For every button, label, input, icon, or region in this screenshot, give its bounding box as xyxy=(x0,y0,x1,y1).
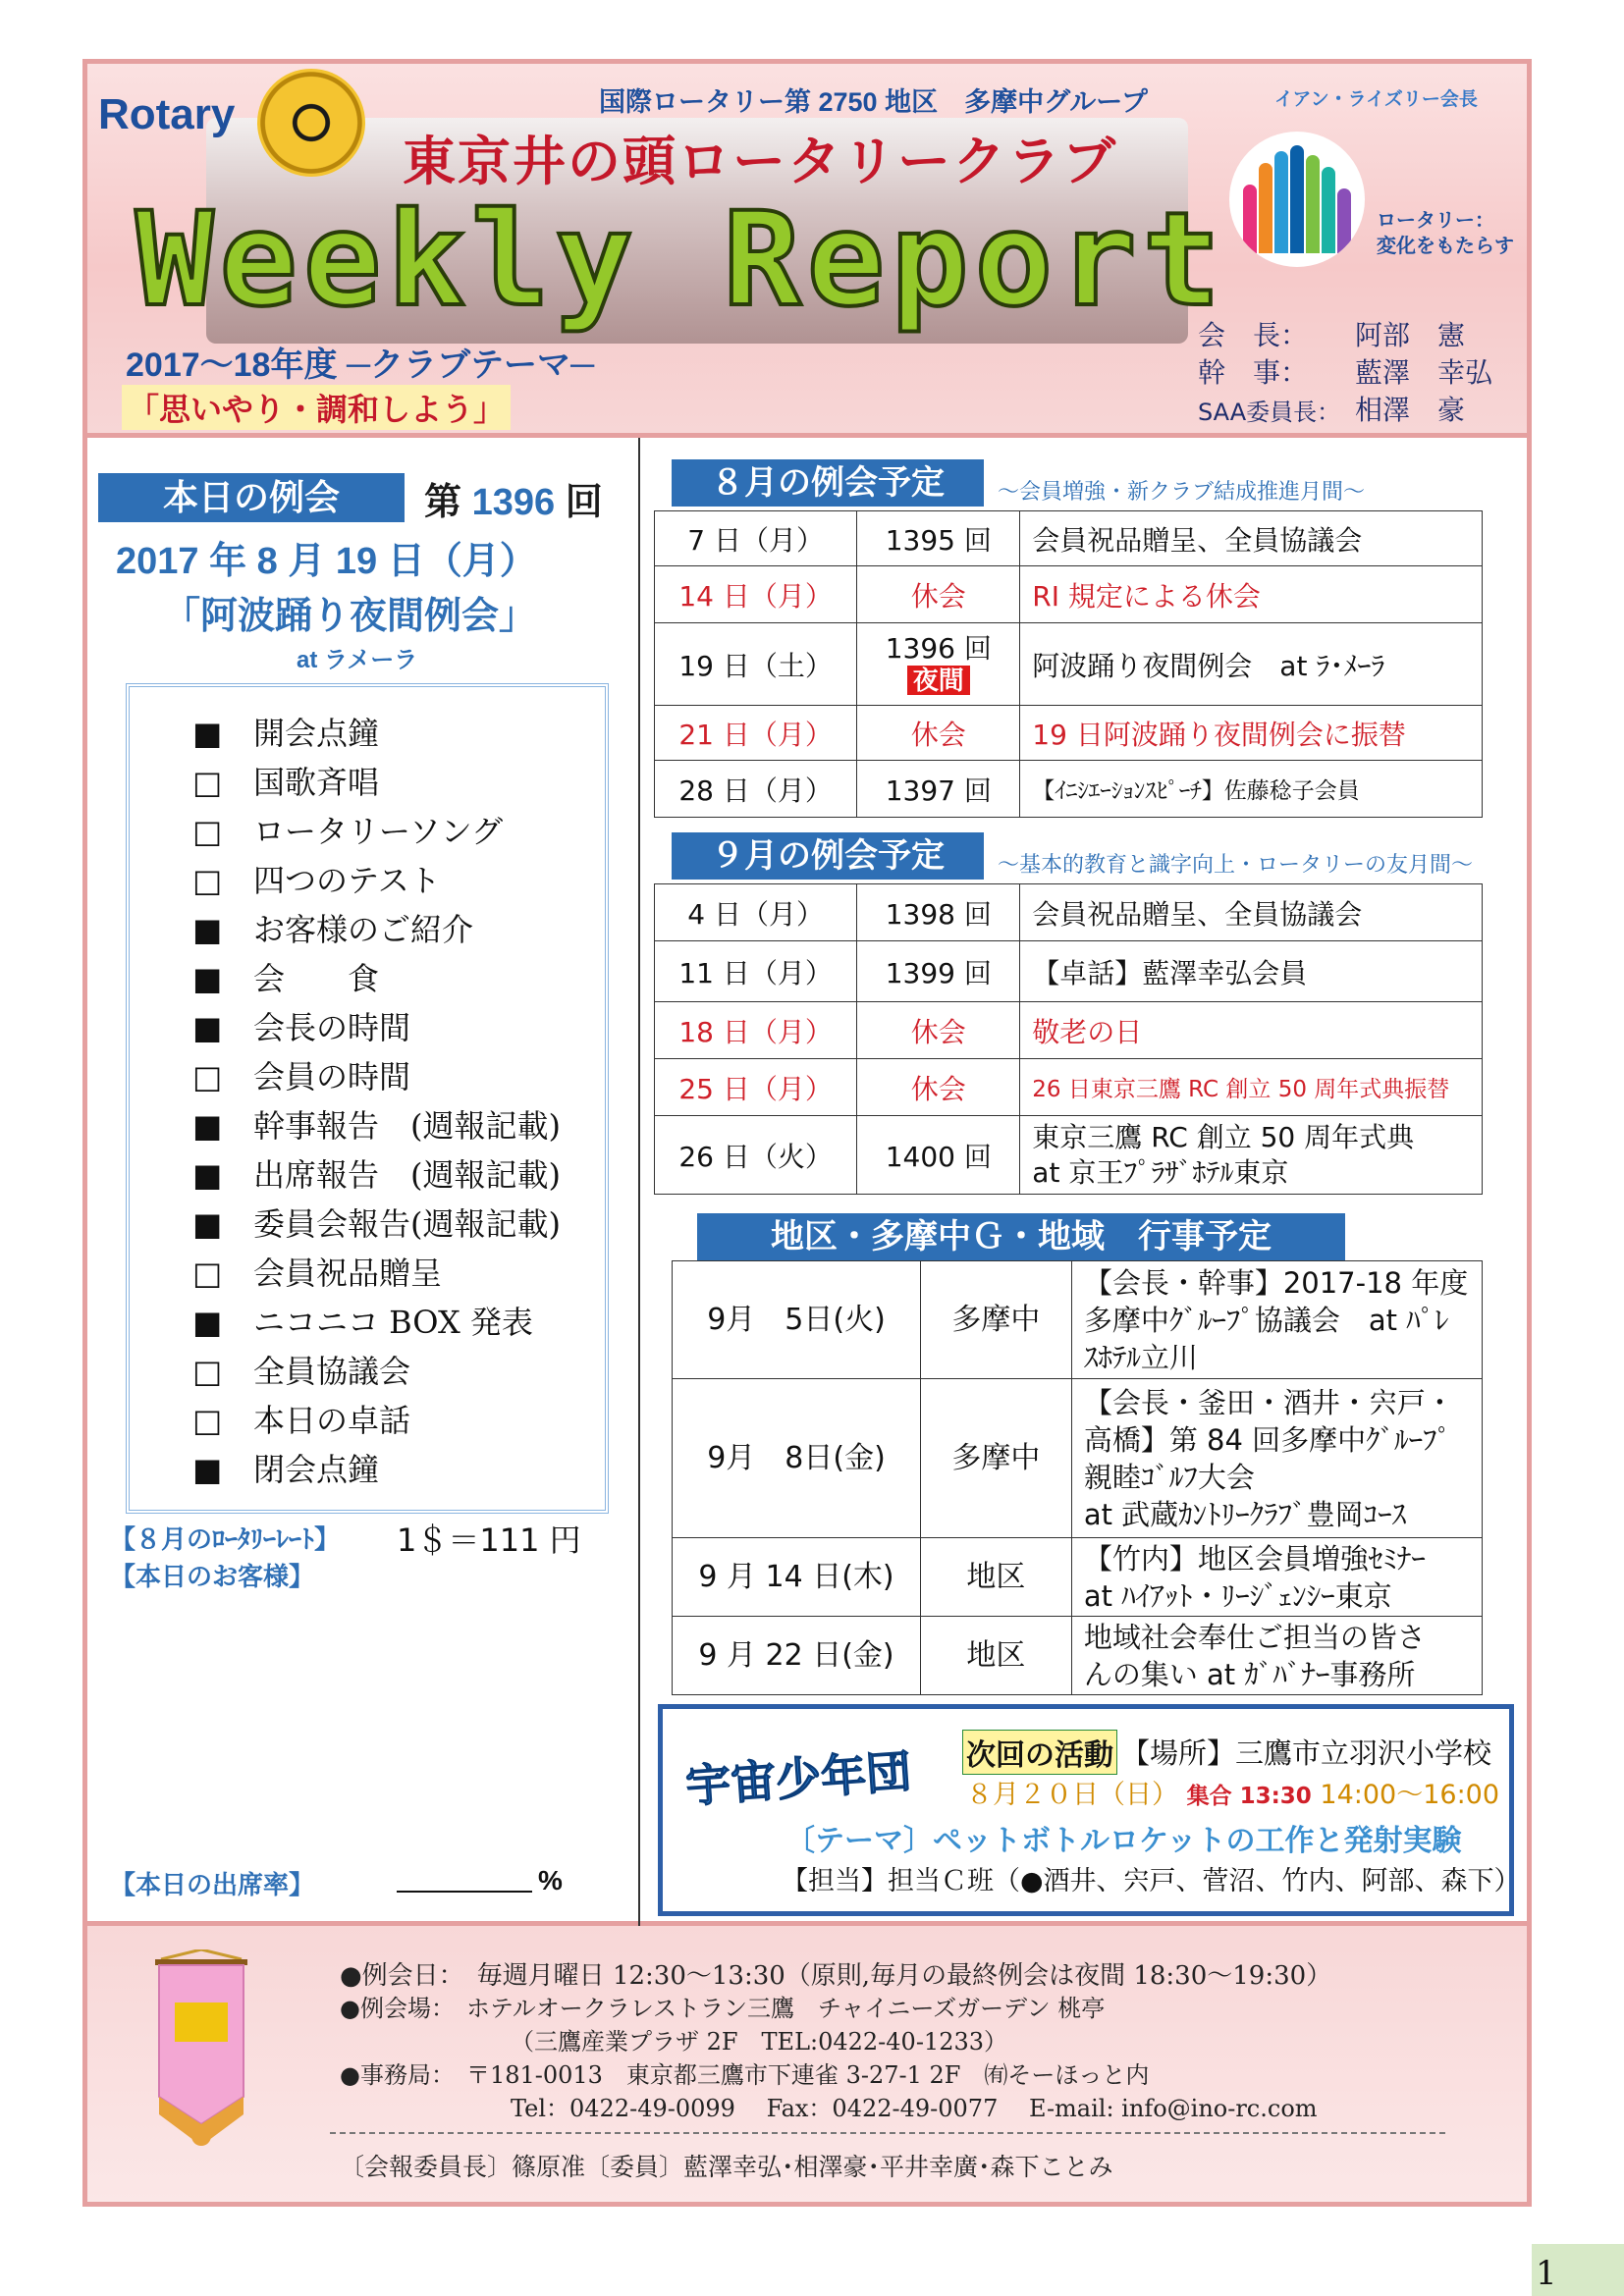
meeting-title: 「阿波踊り夜間例会」 xyxy=(163,596,537,637)
agenda-item: □ 会員の時間 xyxy=(192,1058,411,1095)
agenda-item: □ 会員祝品贈呈 xyxy=(192,1255,443,1292)
agenda-item: ■ 会長の時間 xyxy=(192,1009,411,1046)
column-divider xyxy=(638,438,640,1926)
guests-label: 【本日のお客様】 xyxy=(110,1562,315,1591)
table-row: 18 日（月） 休会 敬老の日 xyxy=(655,1002,1483,1059)
footer-contact: Tel：0422-49-0099 Fax：0422-49-0077 E-mail: info@ino-rc.com xyxy=(511,2095,1318,2122)
agenda-item: ■ 開会点鐘 xyxy=(192,715,380,752)
table-row: 9 月 14 日(木) 地区 【竹内】地区会員増強ｾﾐﾅｰ at ﾊｲｱｯﾄ・ﾘｰｼﾞｪﾝｼｰ東京 xyxy=(673,1538,1483,1617)
agenda-item: □ 本日の卓話 xyxy=(192,1402,411,1439)
agenda-item: ■ 閉会点鐘 xyxy=(192,1451,380,1488)
next-activity-label: 次回の活動 xyxy=(962,1730,1117,1775)
august-schedule-table xyxy=(654,510,1483,818)
meeting-number: 第 1396 回 xyxy=(424,482,603,523)
agenda-item: ■ 会 食 xyxy=(192,960,380,997)
attendance-blank xyxy=(397,1891,532,1893)
meeting-venue: at ラメーラ xyxy=(297,647,418,673)
table-row: 26 日（火） 1400 回 東京三鷹 RC 創立 50 周年式典 at 京王ﾌﾟﾗｻﾞﾎﾃﾙ東京 xyxy=(655,1116,1483,1195)
agenda-item: □ 四つのテスト xyxy=(192,862,441,899)
ri-president-label: イアン・ライズリー会長 xyxy=(1274,89,1478,110)
activity-time: ８月２０日（日） 集合 13:30 14:00～16:00 xyxy=(966,1780,1500,1810)
space-corps-logo: 宇宙少年団 xyxy=(683,1745,913,1812)
club-theme: 「思いやり・調和しよう」 xyxy=(122,385,511,430)
august-theme: ～会員増強・新クラブ結成推進月間～ xyxy=(998,480,1366,505)
agenda-item: ■ お客様のご紹介 xyxy=(192,911,474,948)
page-number: 1 xyxy=(1536,2254,1557,2293)
table-row: 11 日（月） 1399 回 【卓話】藍澤幸弘会員 xyxy=(655,941,1483,1002)
august-schedule-title: ８月の例会予定 xyxy=(672,459,984,507)
report-title: Weekly Report xyxy=(135,185,1227,336)
activity-place: 【場所】三鷹市立羽沢小学校 xyxy=(1121,1736,1492,1770)
night-badge: 夜間 xyxy=(907,666,970,695)
september-schedule-title: ９月の例会予定 xyxy=(672,832,984,880)
footer-venue-address: （三鷹産業プラザ 2F TEL:0422-40-1233） xyxy=(511,2028,1008,2056)
table-row: 9月 5日(火) 多摩中 【会長・幹事】2017-18 年度 多摩中ｸﾞﾙｰﾌﾟ協議会 at ﾊﾟﾚ ｽﾎﾃﾙ立川 xyxy=(673,1261,1483,1379)
agenda-item: ■ 幹事報告 (週報記載) xyxy=(192,1107,561,1145)
agenda-item: ■ ニコニコ BOX 発表 xyxy=(192,1304,533,1341)
district-label: 国際ロータリー第 2750 地区 多摩中グループ xyxy=(599,87,1148,117)
footer-divider xyxy=(330,2132,1445,2134)
footer-venue: ●例会場： ホテルオークラレストラン三鷹 チャイニーズガーデン 桃亭 xyxy=(340,1995,1106,2022)
activity-theme: 〔テーマ〕ペットボトルロケットの工作と発射実験 xyxy=(785,1825,1462,1857)
meeting-date: 2017 年 8 月 19 日（月） xyxy=(116,541,537,582)
rotary-rate-value: 1＄＝111 円 xyxy=(397,1522,581,1559)
club-banner-icon xyxy=(141,1949,261,2165)
activity-charge: 【担当】担当Ｃ班（●酒井、宍戸、菅沼、竹内、阿部、森下） xyxy=(782,1866,1521,1896)
table-row: 4 日（月） 1398 回 会員祝品贈呈、全員協議会 xyxy=(655,884,1483,941)
table-row: 21 日（月） 休会 19 日阿波踊り夜間例会に振替 xyxy=(655,706,1483,761)
footer-editors: 〔会報委員長〕篠原准〔委員〕藍澤幸弘･相澤豪･平井幸廣･森下ことみ xyxy=(340,2153,1113,2181)
today-meeting-label: 本日の例会 xyxy=(98,473,405,522)
footer-meeting-day: ●例会日： 毎週月曜日 12:30～13:30（原則,毎月の最終例会は夜間 18:30～19:30） xyxy=(340,1961,1332,1991)
rotary-rate-label: 【８月のﾛｰﾀﾘｰﾚｰﾄ】 xyxy=(110,1524,341,1554)
september-theme: ～基本的教育と識字向上・ロータリーの友月間～ xyxy=(998,853,1474,878)
footer-office: ●事務局： 〒181-0013 東京都三鷹市下連雀 3-27-1 2F ㈲そーほっと内 xyxy=(340,2061,1150,2089)
table-row: 19 日（土） 1396 回 夜間 阿波踊り夜間例会 at ﾗ･ﾒｰﾗ xyxy=(655,623,1483,706)
table-row: 9月 8日(金) 多摩中 【会長・釜田・酒井・宍戸・ 高橋】第 84 回多摩中ｸﾞﾙｰﾌﾟ 親睦ｺﾞﾙﾌ大会 at 武蔵ｶﾝﾄﾘｰｸﾗﾌﾞ豊岡ｺｰｽ xyxy=(673,1379,1483,1538)
table-row: 28 日（月） 1397 回 【ｲﾆｼｴｰｼｮﾝｽﾋﾟｰﾁ】佐藤稔子会員 xyxy=(655,761,1483,818)
agenda-item: □ 全員協議会 xyxy=(192,1353,411,1390)
agenda-item: ■ 出席報告 (週報記載) xyxy=(192,1156,561,1194)
table-row: 14 日（月） 休会 RI 規定による休会 xyxy=(655,566,1483,623)
club-name: 東京井の頭ロータリークラブ xyxy=(403,133,1117,191)
table-row: 7 日（月） 1395 回 会員祝品贈呈、全員協議会 xyxy=(655,511,1483,566)
events-table xyxy=(672,1260,1483,1695)
agenda-item: □ 国歌斉唱 xyxy=(192,764,380,801)
table-row: 25 日（月） 休会 26 日東京三鷹 RC 創立 50 周年式典振替 xyxy=(655,1059,1483,1116)
table-row: 9 月 22 日(金) 地区 地域社会奉仕ご担当の皆さ んの集い at ｶﾞﾊﾞﾅｰ事務所 xyxy=(673,1617,1483,1695)
rotary-theme-logo-icon xyxy=(1229,132,1365,267)
events-title: 地区・多摩中Ｇ・地域 行事予定 xyxy=(697,1213,1345,1260)
rotary-wordmark: Rotary xyxy=(98,90,236,138)
attendance-label: 【本日の出席率】 xyxy=(110,1870,315,1899)
ri-slogan: ロータリー： 変化をもたらす xyxy=(1377,210,1514,257)
attendance-unit: % xyxy=(538,1865,563,1896)
september-schedule-table xyxy=(654,883,1483,1195)
agenda-item: □ ロータリーソング xyxy=(192,813,504,850)
agenda-item: ■ 委員会報告(週報記載) xyxy=(192,1205,561,1243)
rotary-wheel-icon xyxy=(257,69,365,177)
theme-label: 2017～18年度 ─クラブテーマ─ xyxy=(126,347,595,384)
